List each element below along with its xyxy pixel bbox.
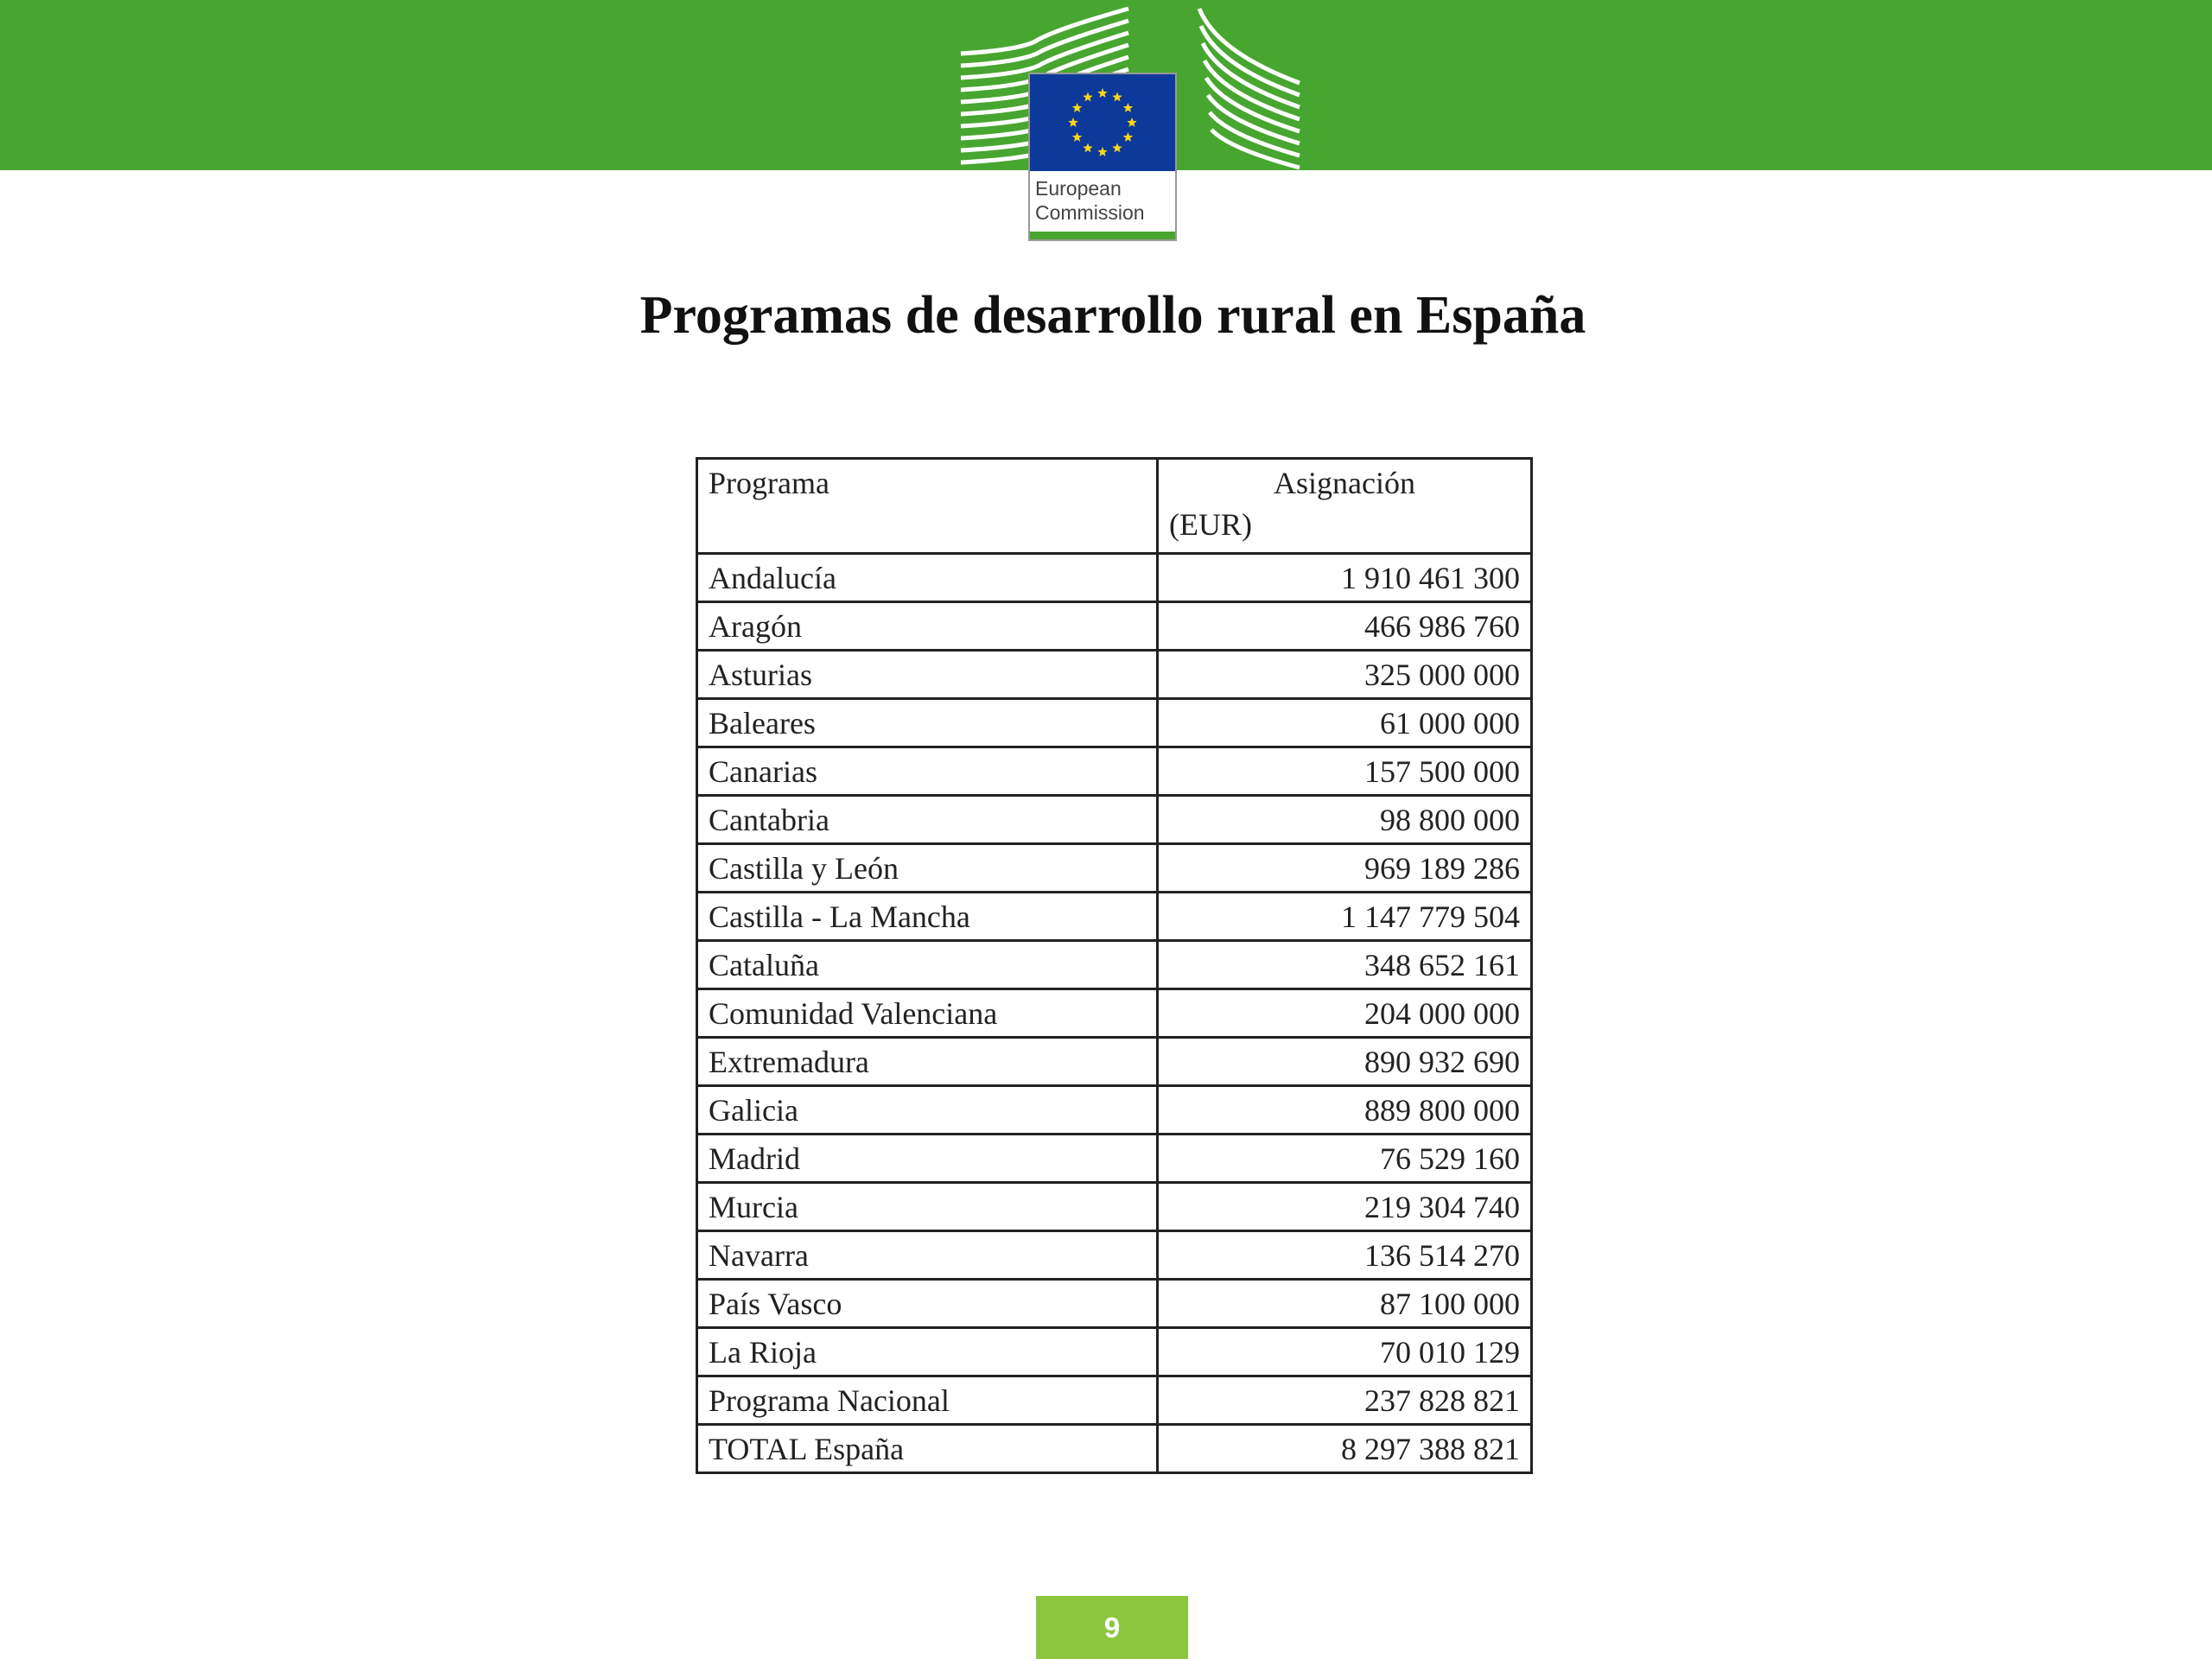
cell-importe: 219 304 740 <box>1158 1183 1532 1231</box>
cell-programa: Murcia <box>697 1183 1158 1231</box>
cell-programa: Comunidad Valenciana <box>697 989 1158 1038</box>
table-header-row <box>697 459 1532 554</box>
table-row <box>697 1280 1532 1328</box>
cell-importe: 325 000 000 <box>1158 651 1532 699</box>
logo-wordmark <box>1035 176 1173 225</box>
cell-programa: Castilla y León <box>697 844 1158 893</box>
cell-importe: 8 297 388 821 <box>1158 1425 1532 1473</box>
cell-programa: Navarra <box>697 1231 1158 1280</box>
cell-importe: 76 529 160 <box>1158 1135 1532 1183</box>
table-row <box>697 941 1532 989</box>
cell-programa: Andalucía <box>697 554 1158 602</box>
cell-importe: 890 932 690 <box>1158 1038 1532 1086</box>
table-row <box>697 989 1532 1038</box>
cell-programa: TOTAL España <box>697 1425 1158 1473</box>
header-asignacion <box>1158 459 1532 554</box>
table-row <box>697 1376 1532 1425</box>
table-row <box>697 747 1532 796</box>
cell-importe: 237 828 821 <box>1158 1376 1532 1425</box>
cell-importe: 466 986 760 <box>1158 602 1532 651</box>
cell-programa: Aragón <box>697 602 1158 651</box>
header-asignacion-label: Asignación <box>1274 466 1415 500</box>
building-right-icon <box>1199 9 1300 168</box>
cell-importe: 61 000 000 <box>1158 699 1532 747</box>
cell-importe: 98 800 000 <box>1158 796 1532 844</box>
cell-programa: Cataluña <box>697 941 1158 989</box>
cell-programa: Cantabria <box>697 796 1158 844</box>
cell-importe: 204 000 000 <box>1158 989 1532 1038</box>
cell-programa: País Vasco <box>697 1280 1158 1328</box>
table-row <box>697 796 1532 844</box>
cell-programa: Asturias <box>697 651 1158 699</box>
logo-line-commission: Commission <box>1035 201 1145 224</box>
page-number: 9 <box>1036 1596 1188 1659</box>
cell-programa: Canarias <box>697 747 1158 796</box>
header-unit: (EUR) <box>1169 507 1252 542</box>
table-row <box>697 1231 1532 1280</box>
cell-importe: 87 100 000 <box>1158 1280 1532 1328</box>
cell-programa: Baleares <box>697 699 1158 747</box>
cell-importe: 969 189 286 <box>1158 844 1532 893</box>
table-row <box>697 1183 1532 1231</box>
table-row <box>697 602 1532 651</box>
table-row <box>697 1038 1532 1086</box>
table-row <box>697 893 1532 941</box>
table-row <box>697 1086 1532 1135</box>
table-row <box>697 844 1532 893</box>
page-title: Programas de desarrollo rural en España <box>639 286 1586 345</box>
cell-programa: Castilla - La Mancha <box>697 893 1158 941</box>
cell-programa: Extremadura <box>697 1038 1158 1086</box>
cell-programa: Galicia <box>697 1086 1158 1135</box>
cell-importe: 348 652 161 <box>1158 941 1532 989</box>
table-row <box>697 651 1532 699</box>
cell-importe: 889 800 000 <box>1158 1086 1532 1135</box>
cell-importe: 157 500 000 <box>1158 747 1532 796</box>
table-row <box>697 554 1532 602</box>
table-row <box>697 1425 1532 1473</box>
cell-importe: 1 910 461 300 <box>1158 554 1532 602</box>
header-programa: Programa <box>697 459 1158 554</box>
table-row <box>697 1135 1532 1183</box>
cell-importe: 1 147 779 504 <box>1158 893 1532 941</box>
cell-programa: Madrid <box>697 1135 1158 1183</box>
cell-programa: Programa Nacional <box>697 1376 1158 1425</box>
allocation-table <box>696 457 1533 1474</box>
logo-green-strip <box>1030 232 1175 239</box>
cell-programa: La Rioja <box>697 1328 1158 1376</box>
cell-importe: 136 514 270 <box>1158 1231 1532 1280</box>
table-row <box>697 1328 1532 1376</box>
cell-importe: 70 010 129 <box>1158 1328 1532 1376</box>
table-row <box>697 699 1532 747</box>
logo-line-european: European <box>1035 177 1122 200</box>
